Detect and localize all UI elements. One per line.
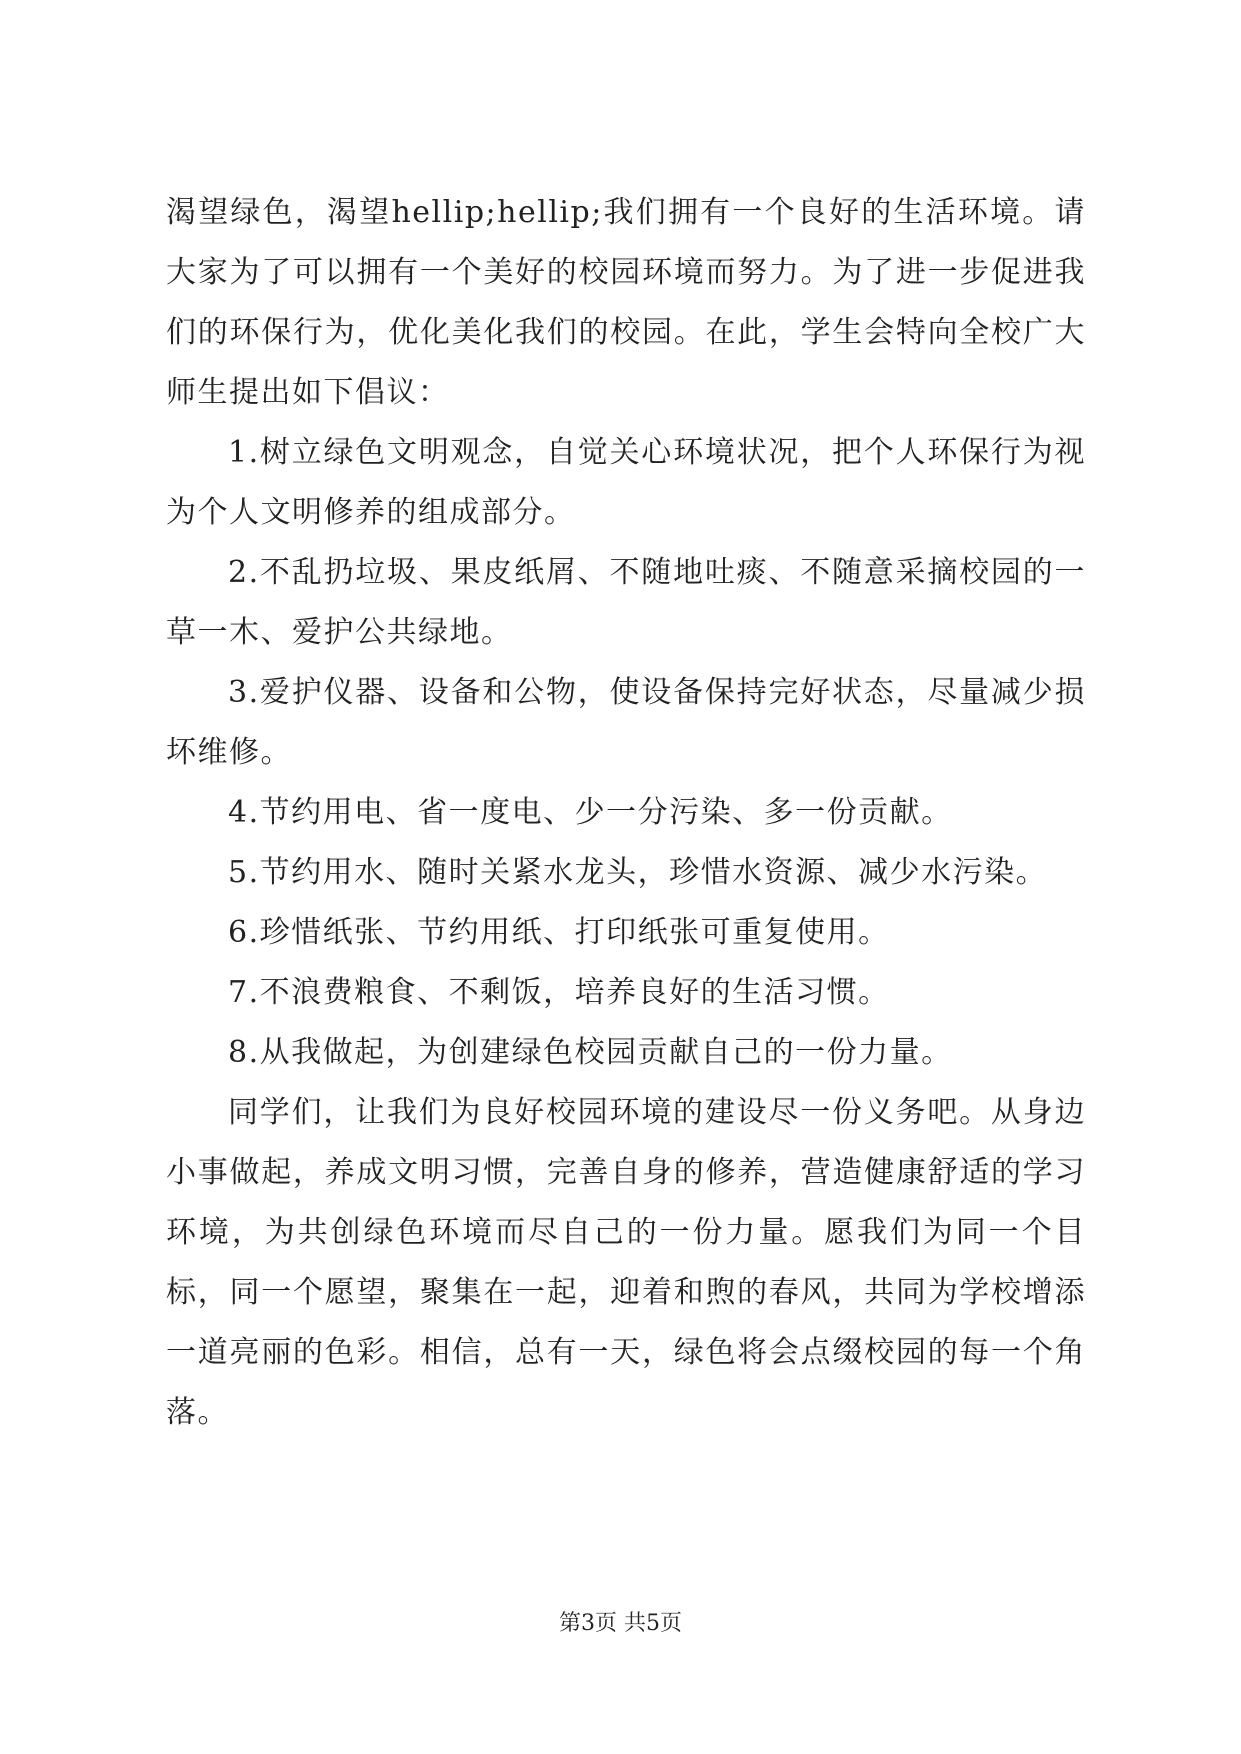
paragraph-closing: 同学们，让我们为良好校园环境的建设尽一份义务吧。从身边小事做起，养成文明习惯，完善自身的修养，营造健康舒适的学习环境，为共创绿色环境而尽自己的一份力量。愿我们为同一个目标，同一个愿望，聚集在一起，迎着和煦的春风，共同为学校增添一道亮丽的色彩。相信，总有一天，绿色将会点缀校园的每一个角落。 xyxy=(166,1095,1086,1430)
paragraph-item-6: 6.珍惜纸张、节约用纸、打印纸张可重复使用。 xyxy=(228,915,890,950)
paragraph-item-2: 2.不乱扔垃圾、果皮纸屑、不随地吐痰、不随意采摘校园的一草一木、爱护公共绿地。 xyxy=(166,555,1086,650)
paragraph-item-8: 8.从我做起，为创建绿色校园贡献自己的一份力量。 xyxy=(228,1035,953,1070)
paragraph-item-1: 1.树立绿色文明观念，自觉关心环境状况，把个人环保行为视为个人文明修养的组成部分。 xyxy=(166,435,1086,530)
document-body xyxy=(166,183,1086,1443)
paragraph-intro: 渴望绿色，渴望hellip;hellip;我们拥有一个良好的生活环境。请大家为了可以拥有一个美好的校园环境而努力。为了进一步促进我们的环保行为，优化美化我们的校园。在此，学生会特向全校广大师生提出如下倡议： xyxy=(166,195,1086,410)
page-number-footer: 第3页 共5页 xyxy=(559,1611,682,1636)
paragraph-item-7: 7.不浪费粮食、不剩饭，培养良好的生活习惯。 xyxy=(228,975,890,1010)
paragraph-item-3: 3.爱护仪器、设备和公物，使设备保持完好状态，尽量减少损坏维修。 xyxy=(166,675,1086,770)
paragraph-item-4: 4.节约用电、省一度电、少一分污染、多一份贡献。 xyxy=(228,795,953,830)
paragraph-item-5: 5.节约用水、随时关紧水龙头，珍惜水资源、减少水污染。 xyxy=(228,855,1048,890)
